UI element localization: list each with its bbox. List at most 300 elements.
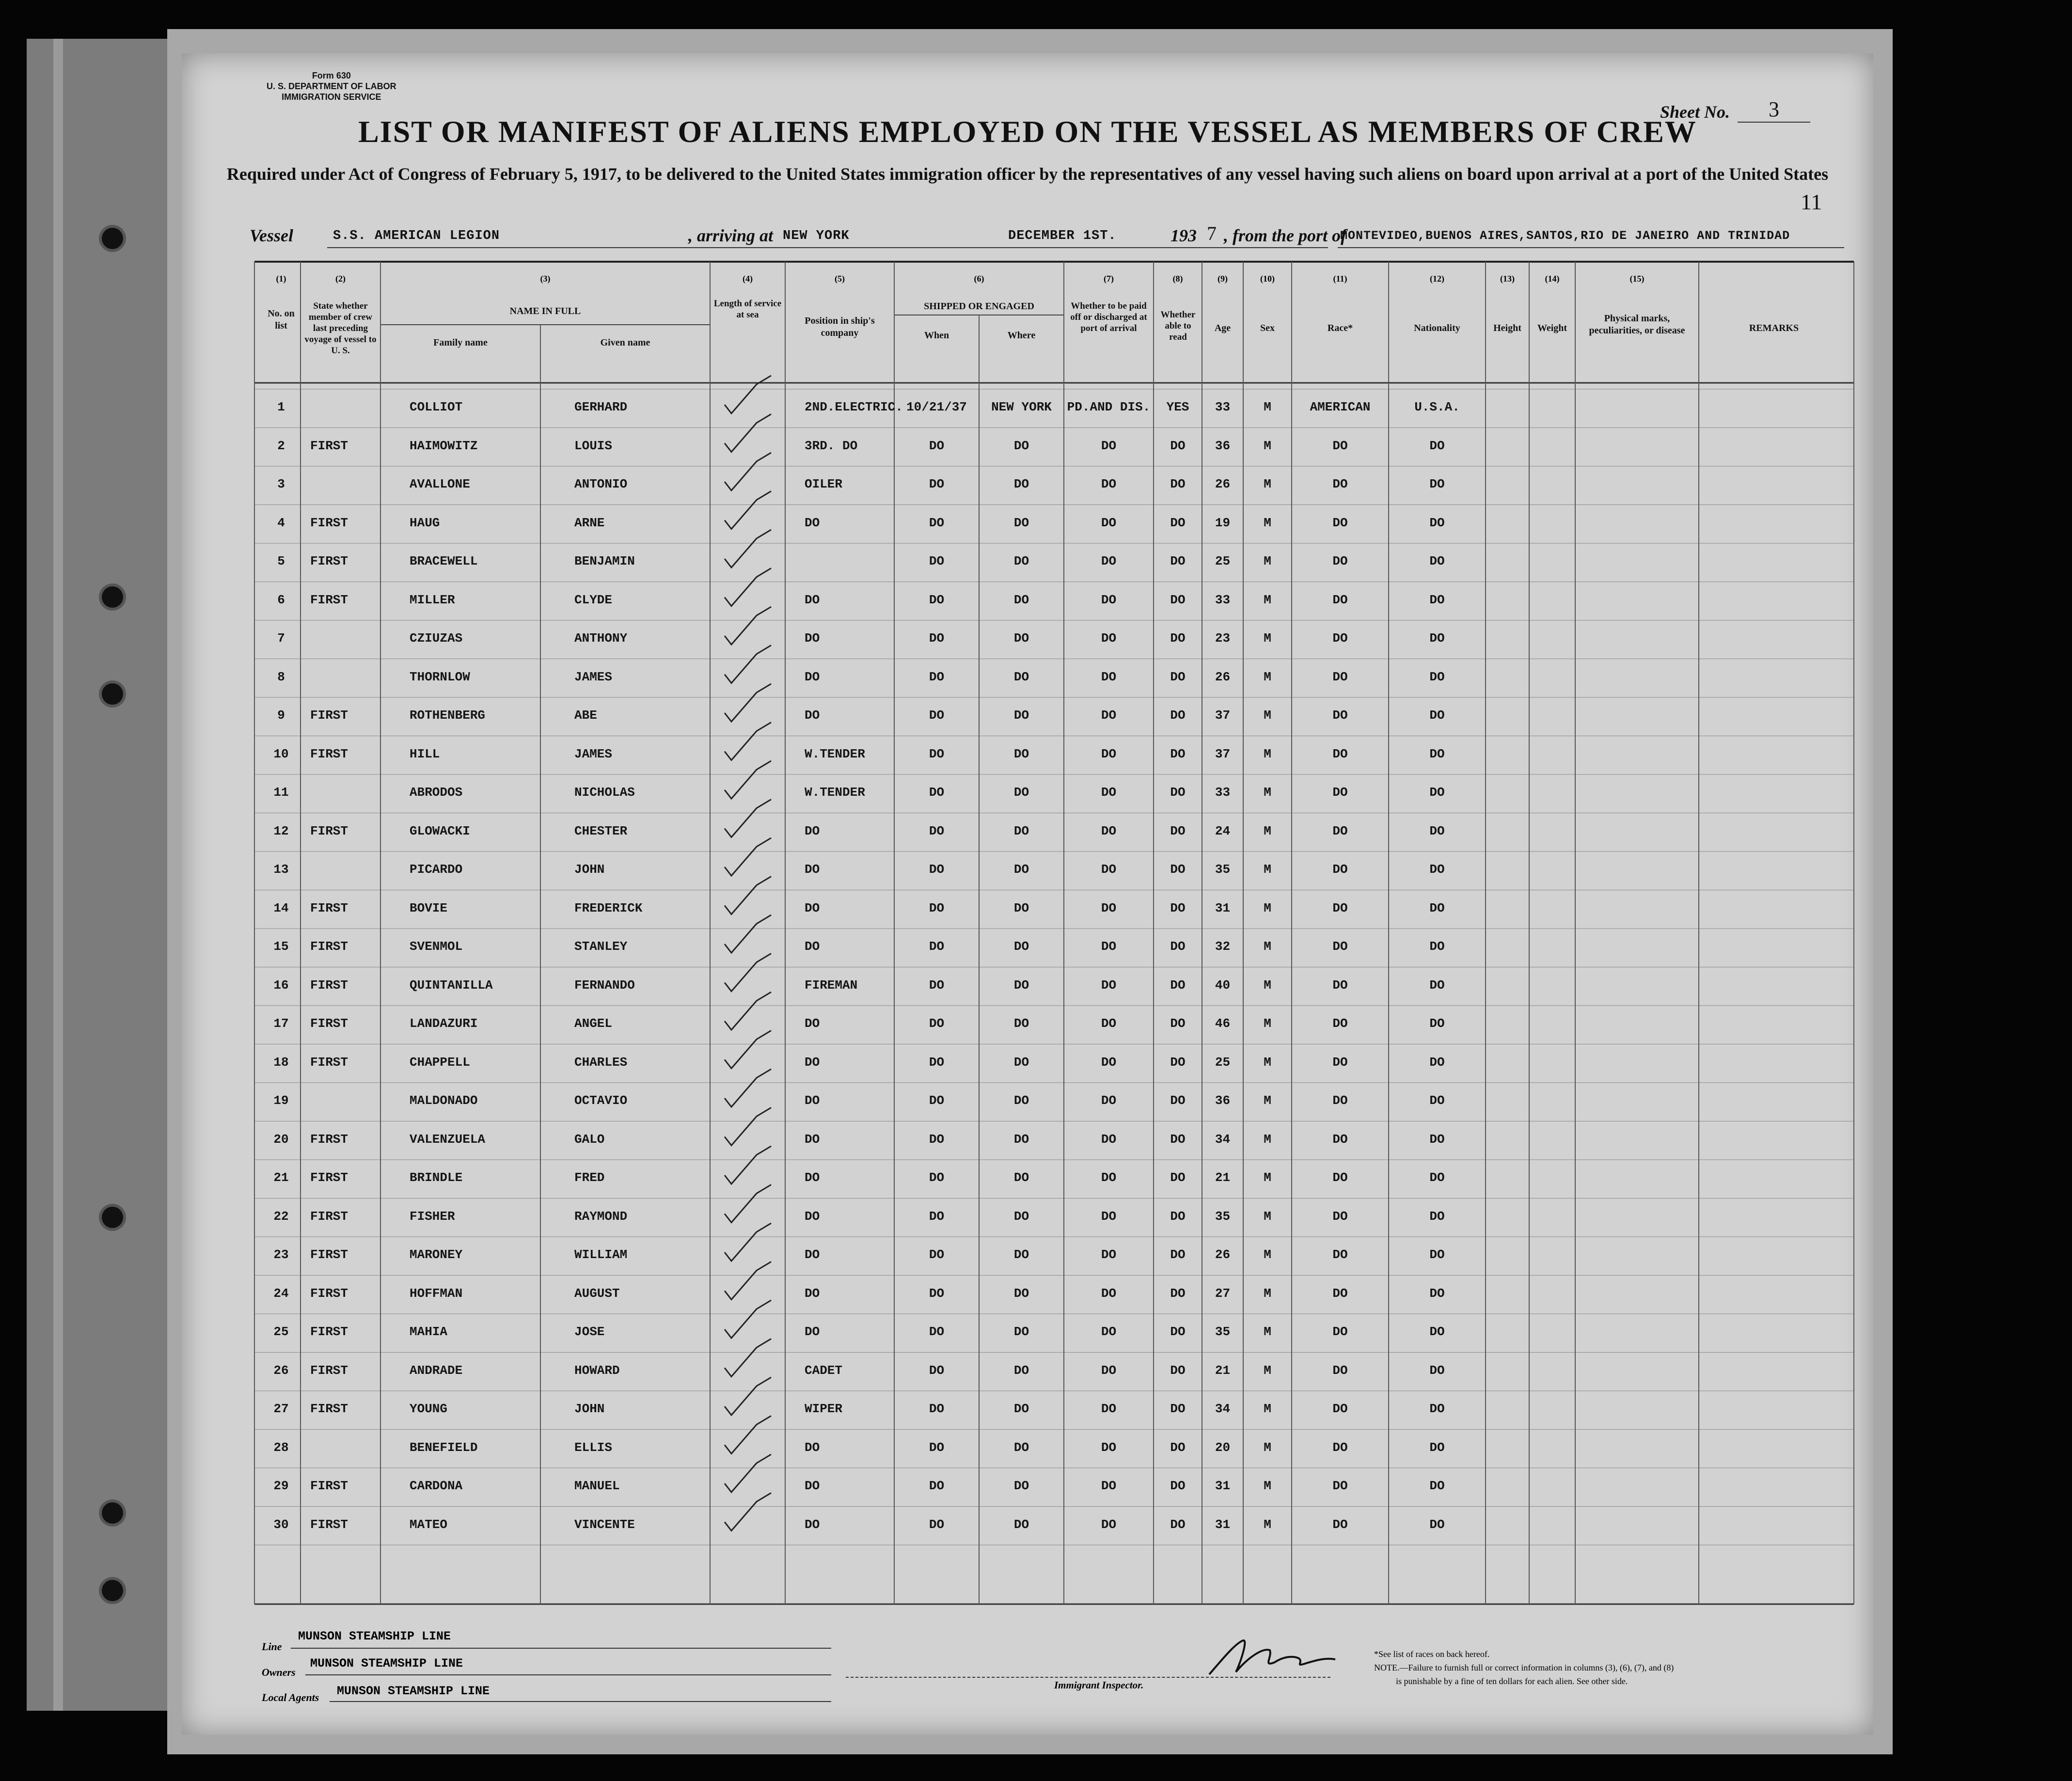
cell-when: DO	[929, 1132, 945, 1147]
cell-no: 30	[273, 1517, 289, 1532]
vessel-name: S.S. AMERICAN LEGION	[333, 229, 500, 243]
cell-read: DO	[1170, 977, 1186, 993]
check-mark	[725, 607, 771, 645]
header-shipped-engaged: SHIPPED OR ENGAGED	[924, 301, 1034, 312]
cell-paid: DO	[1101, 1132, 1117, 1147]
cell-where: DO	[1013, 631, 1029, 646]
note-penalty-1: NOTE.—Failure to furnish full or correct information in columns (3), (6), (7), and (8)	[1374, 1663, 1674, 1672]
check-mark	[725, 915, 771, 953]
cell-paid: DO	[1101, 977, 1117, 993]
check-mark	[725, 1416, 771, 1454]
cell-when: DO	[929, 631, 945, 646]
cell-nat: DO	[1429, 900, 1445, 915]
cell-nat: DO	[1429, 977, 1445, 993]
header-position: Position in ship's company	[805, 315, 875, 338]
binder-hole	[102, 1580, 123, 1601]
cell-given: FERNANDO	[574, 977, 635, 993]
cell-nat: DO	[1429, 1093, 1445, 1108]
check-mark	[725, 1108, 771, 1146]
cell-position: DO	[805, 939, 820, 954]
cell-paid: DO	[1101, 1517, 1117, 1532]
cell-position: DO	[805, 592, 820, 607]
cell-no: 18	[273, 1055, 289, 1070]
cell-position: DO	[805, 1016, 820, 1031]
cell-prev: FIRST	[310, 1209, 348, 1224]
cell-sex: M	[1264, 438, 1271, 453]
cell-position: DO	[805, 1324, 820, 1339]
cell-given: JAMES	[574, 746, 613, 761]
cell-sex: M	[1264, 554, 1271, 568]
cell-when: DO	[929, 1517, 945, 1532]
cell-no: 7	[277, 631, 285, 646]
cell-read: DO	[1170, 1209, 1186, 1224]
cell-family: CZIUZAS	[410, 631, 463, 646]
cell-given: JOSE	[574, 1324, 605, 1339]
cell-family: CHAPPELL	[410, 1055, 470, 1070]
cell-race: DO	[1332, 708, 1348, 723]
cell-position: DO	[805, 1286, 820, 1301]
cell-age: 33	[1215, 592, 1231, 607]
cell-family: FISHER	[410, 1209, 455, 1224]
check-mark	[725, 1031, 771, 1069]
cell-read: DO	[1170, 862, 1186, 877]
cell-paid: DO	[1101, 1055, 1117, 1070]
cell-prev: FIRST	[310, 1170, 348, 1185]
cell-prev: FIRST	[310, 438, 348, 453]
check-mark	[725, 1223, 771, 1261]
cell-paid: DO	[1101, 554, 1117, 568]
check-mark	[725, 1069, 771, 1107]
cell-read: DO	[1170, 1479, 1186, 1493]
cell-where: DO	[1013, 438, 1029, 453]
cell-given: HOWARD	[574, 1363, 620, 1378]
header-weight: Weight	[1537, 323, 1567, 333]
check-mark	[725, 568, 771, 606]
arriving-label: , arriving at	[688, 226, 774, 245]
column-number: (13)	[1500, 274, 1515, 284]
inspector-underline	[846, 1677, 1330, 1678]
column-number: (9)	[1218, 274, 1228, 284]
agents-value: MUNSON STEAMSHIP LINE	[337, 1684, 490, 1698]
cell-when: DO	[929, 977, 945, 993]
vessel-label: Vessel	[250, 226, 293, 245]
cell-race: DO	[1332, 477, 1348, 491]
cell-race: DO	[1332, 1363, 1348, 1378]
cell-where: DO	[1013, 746, 1029, 761]
cell-no: 20	[273, 1132, 289, 1147]
cell-age: 31	[1215, 1517, 1231, 1532]
cell-read: DO	[1170, 1324, 1186, 1339]
cell-sex: M	[1264, 400, 1271, 414]
cell-no: 24	[273, 1286, 289, 1301]
cell-family: HAUG	[410, 515, 440, 530]
cell-prev: FIRST	[310, 1517, 348, 1532]
header-previous-voyage: State whether member of crew last preceding voyage of vessel to U. S.	[304, 301, 377, 356]
cell-sex: M	[1264, 477, 1271, 491]
line-label: Line	[262, 1640, 282, 1653]
cell-sex: M	[1264, 1093, 1271, 1108]
column-number: (10)	[1260, 274, 1275, 284]
cell-family: MILLER	[410, 592, 455, 607]
cell-position: W.TENDER	[805, 746, 865, 761]
cell-family: BENEFIELD	[410, 1440, 478, 1455]
cell-no: 25	[273, 1324, 289, 1339]
cell-prev: FIRST	[310, 746, 348, 761]
cell-age: 36	[1215, 1093, 1231, 1108]
cell-when: DO	[929, 1170, 945, 1185]
column-number: (2)	[335, 274, 346, 284]
cell-race: DO	[1332, 1170, 1348, 1185]
cell-position: DO	[805, 515, 820, 530]
cell-read: DO	[1170, 708, 1186, 723]
cell-prev: FIRST	[310, 823, 348, 838]
cell-nat: DO	[1429, 746, 1445, 761]
cell-no: 5	[277, 554, 285, 568]
cell-sex: M	[1264, 1324, 1271, 1339]
cell-sex: M	[1264, 515, 1271, 530]
header-length-of-service: Length of service at sea	[713, 299, 782, 320]
cell-when: DO	[929, 1479, 945, 1493]
binder-strip	[53, 39, 63, 1711]
cell-age: 32	[1215, 939, 1231, 954]
cell-given: LOUIS	[574, 438, 613, 453]
check-mark	[725, 877, 771, 914]
cell-race: DO	[1332, 746, 1348, 761]
cell-age: 24	[1215, 823, 1231, 838]
cell-no: 8	[277, 669, 285, 684]
cell-no: 17	[273, 1016, 289, 1031]
cell-where: DO	[1013, 823, 1029, 838]
cell-family: VALENZUELA	[410, 1132, 486, 1147]
cell-race: DO	[1332, 1016, 1348, 1031]
cell-read: DO	[1170, 823, 1186, 838]
cell-when: DO	[929, 515, 945, 530]
cell-given: GERHARD	[574, 400, 628, 414]
cell-paid: DO	[1101, 1402, 1117, 1416]
cell-read: DO	[1170, 785, 1186, 800]
column-number: (6)	[974, 274, 984, 284]
cell-no: 3	[277, 477, 285, 491]
cell-given: CHARLES	[574, 1055, 628, 1070]
cell-age: 25	[1215, 554, 1231, 568]
cell-race: DO	[1332, 1440, 1348, 1455]
cell-nat: DO	[1429, 939, 1445, 954]
cell-given: ANTONIO	[574, 477, 628, 491]
cell-when: DO	[929, 592, 945, 607]
cell-where: DO	[1013, 785, 1029, 800]
cell-race: DO	[1332, 1479, 1348, 1493]
header-nationality: Nationality	[1414, 323, 1460, 333]
cell-where: DO	[1013, 708, 1029, 723]
cell-race: DO	[1332, 1517, 1348, 1532]
cell-when: DO	[929, 785, 945, 800]
binder-hole	[102, 1207, 123, 1228]
cell-family: QUINTANILLA	[410, 977, 493, 993]
cell-family: MAHIA	[410, 1324, 448, 1339]
cell-no: 27	[273, 1402, 289, 1416]
cell-age: 31	[1215, 1479, 1231, 1493]
cell-sex: M	[1264, 1479, 1271, 1493]
cell-nat: DO	[1429, 1132, 1445, 1147]
binder-hole	[102, 683, 123, 705]
cell-race: DO	[1332, 862, 1348, 877]
cell-family: THORNLOW	[410, 669, 470, 684]
cell-race: DO	[1332, 1209, 1348, 1224]
cell-paid: DO	[1101, 631, 1117, 646]
cell-family: MARONEY	[410, 1247, 463, 1262]
cell-paid: DO	[1101, 515, 1117, 530]
cell-when: DO	[929, 1093, 945, 1108]
cell-family: PICARDO	[410, 862, 463, 877]
cell-when: DO	[929, 1209, 945, 1224]
binder-background	[27, 39, 187, 1711]
cell-when: DO	[929, 1016, 945, 1031]
cell-sex: M	[1264, 1170, 1271, 1185]
cell-family: BRINDLE	[410, 1170, 463, 1185]
header-race: Race*	[1327, 323, 1353, 333]
cell-position: 2ND.ELECTRIC.	[805, 400, 903, 414]
cell-given: MANUEL	[574, 1479, 620, 1493]
cell-race: DO	[1332, 1402, 1348, 1416]
cell-race: DO	[1332, 515, 1348, 530]
cell-prev: FIRST	[310, 977, 348, 993]
cell-prev: FIRST	[310, 1016, 348, 1031]
cell-nat: DO	[1429, 438, 1445, 453]
cell-read: DO	[1170, 669, 1186, 684]
cell-race: DO	[1332, 1324, 1348, 1339]
owners-underline	[305, 1674, 831, 1675]
cell-position: OILER	[805, 477, 843, 491]
cell-prev: FIRST	[310, 900, 348, 915]
cell-prev: FIRST	[310, 1363, 348, 1378]
cell-age: 46	[1215, 1016, 1231, 1031]
cell-paid: DO	[1101, 862, 1117, 877]
cell-read: DO	[1170, 554, 1186, 568]
cell-no: 2	[277, 438, 285, 453]
cell-nat: U.S.A.	[1414, 400, 1460, 414]
cell-paid: DO	[1101, 708, 1117, 723]
column-number: (12)	[1430, 274, 1444, 284]
cell-age: 37	[1215, 708, 1231, 723]
cell-age: 27	[1215, 1286, 1231, 1301]
cell-prev: FIRST	[310, 708, 348, 723]
cell-prev: FIRST	[310, 1055, 348, 1070]
cell-family: ANDRADE	[410, 1363, 463, 1378]
column-number: (4)	[743, 274, 753, 284]
cell-nat: DO	[1429, 515, 1445, 530]
cell-age: 23	[1215, 631, 1231, 646]
cell-paid: DO	[1101, 1170, 1117, 1185]
cell-when: DO	[929, 1247, 945, 1262]
cell-given: GALO	[574, 1132, 605, 1147]
check-mark	[725, 800, 771, 837]
sheet-number: 3	[1738, 97, 1810, 123]
cell-no: 6	[277, 592, 285, 607]
cell-when: DO	[929, 708, 945, 723]
cell-no: 29	[273, 1479, 289, 1493]
cell-read: DO	[1170, 1132, 1186, 1147]
cell-where: DO	[1013, 515, 1029, 530]
cell-age: 19	[1215, 515, 1231, 530]
cell-sex: M	[1264, 939, 1271, 954]
cell-age: 26	[1215, 669, 1231, 684]
cell-age: 25	[1215, 1055, 1231, 1070]
cell-paid: DO	[1101, 1324, 1117, 1339]
cell-position: CADET	[805, 1363, 843, 1378]
cell-given: JAMES	[574, 669, 613, 684]
cell-given: STANLEY	[574, 939, 628, 954]
cell-age: 34	[1215, 1132, 1231, 1147]
cell-when: 10/21/37	[906, 400, 967, 414]
cell-position: W.TENDER	[805, 785, 865, 800]
column-number: (1)	[276, 274, 286, 284]
check-mark	[725, 1300, 771, 1338]
check-mark	[725, 992, 771, 1030]
cell-given: FRED	[574, 1170, 605, 1185]
cell-paid: DO	[1101, 746, 1117, 761]
cell-position: DO	[805, 1517, 820, 1532]
cell-given: ANTHONY	[574, 631, 628, 646]
cell-race: AMERICAN	[1310, 400, 1371, 414]
header-given-name: Given name	[600, 337, 650, 348]
cell-given: CHESTER	[574, 823, 628, 838]
cell-race: DO	[1332, 1093, 1348, 1108]
cell-given: ANGEL	[574, 1016, 613, 1031]
agents-label: Local Agents	[262, 1691, 319, 1703]
cell-family: HAIMOWITZ	[410, 438, 478, 453]
binder-hole	[102, 228, 123, 249]
check-mark	[725, 1493, 771, 1531]
column-number: (14)	[1545, 274, 1560, 284]
cell-sex: M	[1264, 708, 1271, 723]
cell-sex: M	[1264, 669, 1271, 684]
cell-family: BOVIE	[410, 900, 448, 915]
cell-when: DO	[929, 1402, 945, 1416]
cell-position: DO	[805, 1093, 820, 1108]
cell-family: CARDONA	[410, 1479, 463, 1493]
cell-paid: DO	[1101, 477, 1117, 491]
cell-position: DO	[805, 1170, 820, 1185]
cell-where: DO	[1013, 1055, 1029, 1070]
cell-paid: DO	[1101, 592, 1117, 607]
cell-paid: DO	[1101, 1479, 1117, 1493]
cell-sex: M	[1264, 823, 1271, 838]
cell-position: DO	[805, 1247, 820, 1262]
cell-nat: DO	[1429, 862, 1445, 877]
cell-sex: M	[1264, 1055, 1271, 1070]
cell-where: NEW YORK	[991, 400, 1052, 414]
cell-when: DO	[929, 669, 945, 684]
header-where: Where	[1007, 330, 1036, 341]
cell-nat: DO	[1429, 477, 1445, 491]
cell-nat: DO	[1429, 823, 1445, 838]
cell-read: DO	[1170, 1286, 1186, 1301]
cell-nat: DO	[1429, 1286, 1445, 1301]
cell-where: DO	[1013, 900, 1029, 915]
cell-sex: M	[1264, 1517, 1271, 1532]
cell-family: YOUNG	[410, 1402, 448, 1416]
cell-race: DO	[1332, 785, 1348, 800]
cell-prev: FIRST	[310, 1132, 348, 1147]
cell-sex: M	[1264, 785, 1271, 800]
cell-read: DO	[1170, 1055, 1186, 1070]
header-family-name: Family name	[433, 337, 488, 348]
cell-when: DO	[929, 746, 945, 761]
header-when: When	[924, 330, 949, 341]
check-mark	[725, 684, 771, 722]
column-number: (5)	[835, 274, 845, 284]
cell-position: DO	[805, 1440, 820, 1455]
cell-given: JOHN	[574, 862, 605, 877]
cell-when: DO	[929, 1286, 945, 1301]
cell-position: DO	[805, 900, 820, 915]
cell-read: DO	[1170, 1440, 1186, 1455]
handwritten-number: 11	[1801, 189, 1822, 214]
cell-sex: M	[1264, 1402, 1271, 1416]
cell-when: DO	[929, 823, 945, 838]
binder-hole	[102, 586, 123, 608]
cell-sex: M	[1264, 1363, 1271, 1378]
check-mark	[725, 1377, 771, 1415]
cell-age: 33	[1215, 785, 1231, 800]
cell-nat: DO	[1429, 1170, 1445, 1185]
cell-family: MALDONADO	[410, 1093, 478, 1108]
year-prefix: 193	[1170, 226, 1197, 245]
cell-family: SVENMOL	[410, 939, 463, 954]
cell-no: 26	[273, 1363, 289, 1378]
column-number: (15)	[1629, 274, 1645, 284]
sheet-label: Sheet No.	[1660, 102, 1730, 122]
cell-race: DO	[1332, 669, 1348, 684]
cell-where: DO	[1013, 1016, 1029, 1031]
cell-race: DO	[1332, 939, 1348, 954]
cell-race: DO	[1332, 1247, 1348, 1262]
cell-position: DO	[805, 823, 820, 838]
cell-given: NICHOLAS	[574, 785, 635, 800]
cell-no: 1	[277, 400, 285, 414]
cell-read: DO	[1170, 1402, 1186, 1416]
cell-sex: M	[1264, 1016, 1271, 1031]
check-mark	[725, 1262, 771, 1300]
cell-age: 36	[1215, 438, 1231, 453]
cell-age: 20	[1215, 1440, 1231, 1455]
check-mark	[725, 761, 771, 799]
cell-prev: FIRST	[310, 592, 348, 607]
check-mark	[725, 491, 771, 529]
form-number: Form 630	[312, 71, 351, 80]
cell-nat: DO	[1429, 1402, 1445, 1416]
cell-read: DO	[1170, 1093, 1186, 1108]
cell-given: ELLIS	[574, 1440, 613, 1455]
cell-read: DO	[1170, 1363, 1186, 1378]
cell-where: DO	[1013, 1209, 1029, 1224]
cell-family: BRACEWELL	[410, 554, 478, 568]
cell-read: YES	[1166, 400, 1189, 414]
cell-when: DO	[929, 477, 945, 491]
cell-read: DO	[1170, 631, 1186, 646]
cell-read: DO	[1170, 477, 1186, 491]
note-penalty-2: is punishable by a fine of ten dollars for each alien. See other side.	[1396, 1676, 1628, 1686]
cell-where: DO	[1013, 592, 1029, 607]
cell-given: ABE	[574, 708, 597, 723]
column-number: (11)	[1333, 274, 1347, 284]
agents-underline	[330, 1701, 831, 1702]
check-mark	[725, 1146, 771, 1184]
cell-sex: M	[1264, 592, 1271, 607]
cell-given: FREDERICK	[574, 900, 643, 915]
cell-position: DO	[805, 1209, 820, 1224]
cell-read: DO	[1170, 592, 1186, 607]
